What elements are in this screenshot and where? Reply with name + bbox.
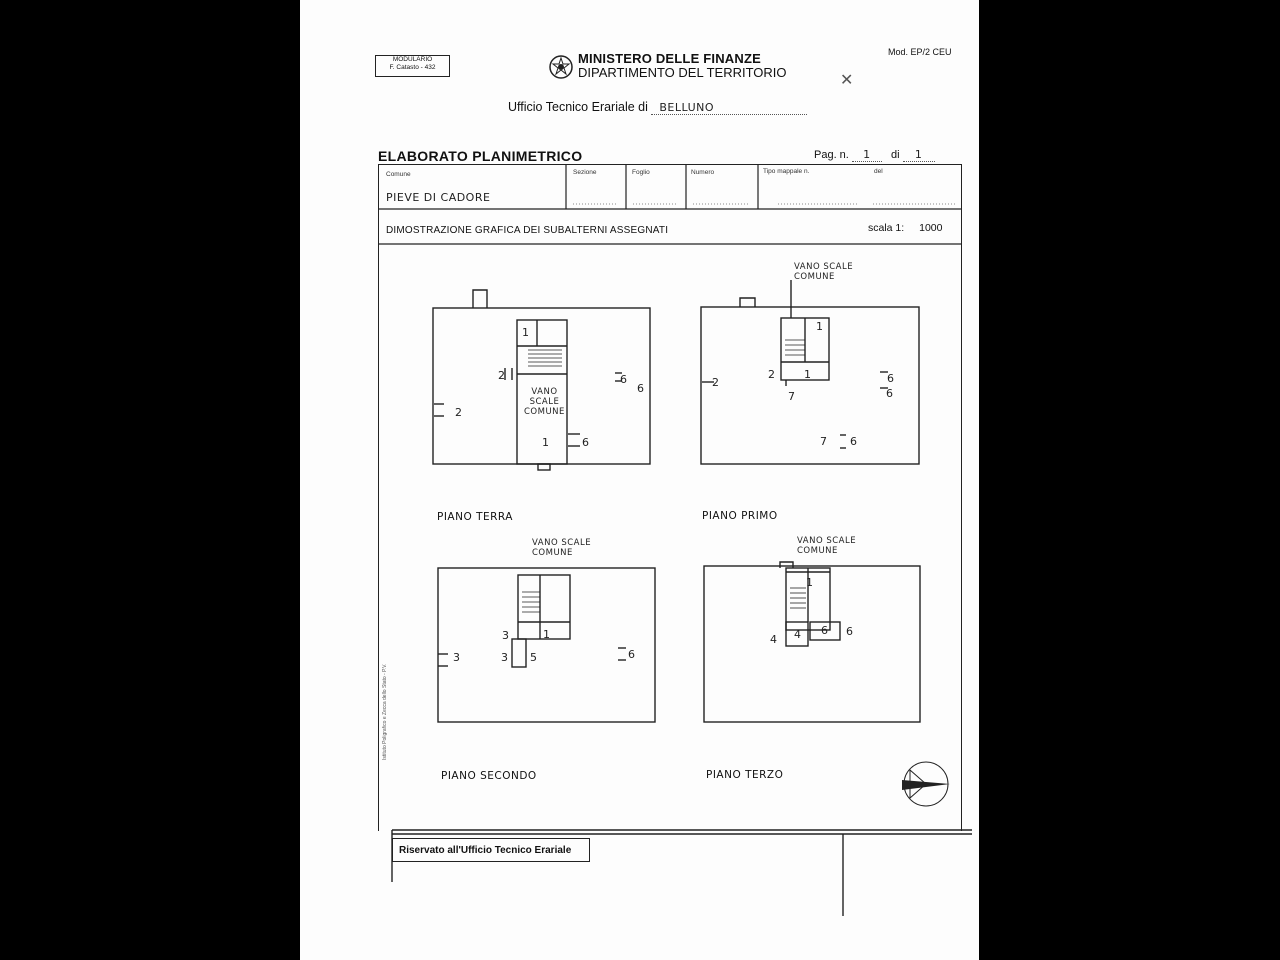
- stair-secondo-1: VANO SCALE: [532, 538, 592, 548]
- model-code: Mod. EP/2 CEU: [888, 47, 952, 57]
- sub-number: 6: [637, 382, 645, 395]
- stair-terra-1: VANO: [531, 387, 558, 397]
- stair-primo-2: COMUNE: [794, 272, 835, 282]
- sub-number: 4: [770, 633, 778, 646]
- printer-imprint: Istituto Poligrafico e Zecca dello Stato - P.V.: [382, 663, 388, 760]
- stair-label-terzo: [797, 536, 856, 556]
- handwritten-mark: ✕: [840, 70, 854, 89]
- sub-number: 1: [543, 628, 551, 641]
- numero-label: Numero: [691, 169, 715, 176]
- ministry-header: [578, 52, 787, 80]
- office-city: BELLUNO: [651, 101, 807, 115]
- document-page: [300, 0, 979, 960]
- sub-number: 6: [821, 624, 829, 637]
- floor-label-terzo: PIANO TERZO: [706, 769, 784, 781]
- floor-plans: [400, 250, 960, 810]
- sub-number: 3: [453, 651, 461, 664]
- comune-label: Comune: [386, 171, 411, 178]
- document-title: ELABORATO PLANIMETRICO: [378, 148, 583, 164]
- page-label: Pag. n.: [814, 149, 849, 161]
- del-label: del: [874, 168, 883, 175]
- section-title: DIMOSTRAZIONE GRAFICA DEI SUBALTERNI ASSEGNATI: [386, 225, 669, 236]
- stair-label-primo: [794, 262, 853, 282]
- north-arrow-icon: [902, 762, 950, 806]
- page-of-label: di: [890, 149, 900, 161]
- sub-number: 1: [522, 326, 530, 339]
- floor-label-primo: PIANO PRIMO: [702, 510, 778, 522]
- page-total: 1: [903, 148, 935, 162]
- stair-label-secondo: [532, 538, 591, 558]
- sub-number: 2: [455, 406, 463, 419]
- stair-secondo-2: COMUNE: [532, 548, 573, 558]
- sub-number: 3: [501, 651, 509, 664]
- scale-indicator: [868, 222, 942, 234]
- sezione-label: Sezione: [573, 169, 597, 176]
- office-label: Ufficio Tecnico Erariale di: [508, 100, 648, 114]
- sub-number: 5: [530, 651, 538, 664]
- page-number: 1: [852, 148, 882, 162]
- sub-number: 2: [498, 369, 506, 382]
- sub-number: 6: [846, 625, 854, 638]
- sub-number: 1: [806, 576, 814, 589]
- page-indicator: [814, 148, 935, 162]
- sub-number: 4: [794, 628, 802, 641]
- floor-label-secondo: PIANO SECONDO: [441, 770, 537, 782]
- floor-label-terra: PIANO TERRA: [437, 511, 513, 523]
- ministry-department: DIPARTIMENTO DEL TERRITORIO: [578, 65, 787, 80]
- sub-number: 7: [788, 390, 796, 403]
- republic-emblem-icon: [548, 54, 574, 80]
- tipo-mappale-label: Tipo mappale n.: [763, 168, 810, 175]
- stair-terzo-1: VANO SCALE: [797, 536, 857, 546]
- sub-number: 1: [816, 320, 824, 333]
- sub-number: 2: [712, 376, 720, 389]
- plan-piano-terzo: [704, 566, 920, 722]
- stamp-line-2: F. Catasto - 432: [389, 64, 436, 71]
- stair-terzo-2: COMUNE: [797, 546, 838, 556]
- sub-number: 6: [628, 648, 636, 661]
- scale-value: 1000: [919, 222, 943, 234]
- scale-label: scala 1:: [868, 222, 905, 234]
- foglio-label: Foglio: [632, 169, 650, 176]
- stamp-line-1: MODULARIO: [392, 56, 433, 63]
- stair-terra-3: COMUNE: [524, 407, 565, 417]
- sub-number: 6: [850, 435, 858, 448]
- comune-value: PIEVE DI CADORE: [386, 191, 491, 204]
- sub-number: 7: [820, 435, 828, 448]
- sub-number: 6: [887, 372, 895, 385]
- modulario-stamp: [375, 55, 450, 77]
- sub-number: 3: [502, 629, 510, 642]
- sub-number: 6: [886, 387, 894, 400]
- sub-number: 2: [768, 368, 776, 381]
- ministry-name: MINISTERO DELLE FINANZE: [578, 51, 761, 66]
- office-line: [508, 100, 807, 115]
- stair-terra-2: SCALE: [529, 397, 560, 407]
- sub-number: 6: [582, 436, 590, 449]
- plan-piano-secondo: [438, 562, 793, 722]
- sub-number: 1: [804, 368, 812, 381]
- sub-number: 1: [542, 436, 550, 449]
- reserved-box: Riservato all'Ufficio Tecnico Erariale: [392, 838, 590, 862]
- stair-label-terra: [524, 387, 565, 417]
- stair-primo-1: VANO SCALE: [794, 262, 854, 272]
- sub-number: 6: [620, 373, 628, 386]
